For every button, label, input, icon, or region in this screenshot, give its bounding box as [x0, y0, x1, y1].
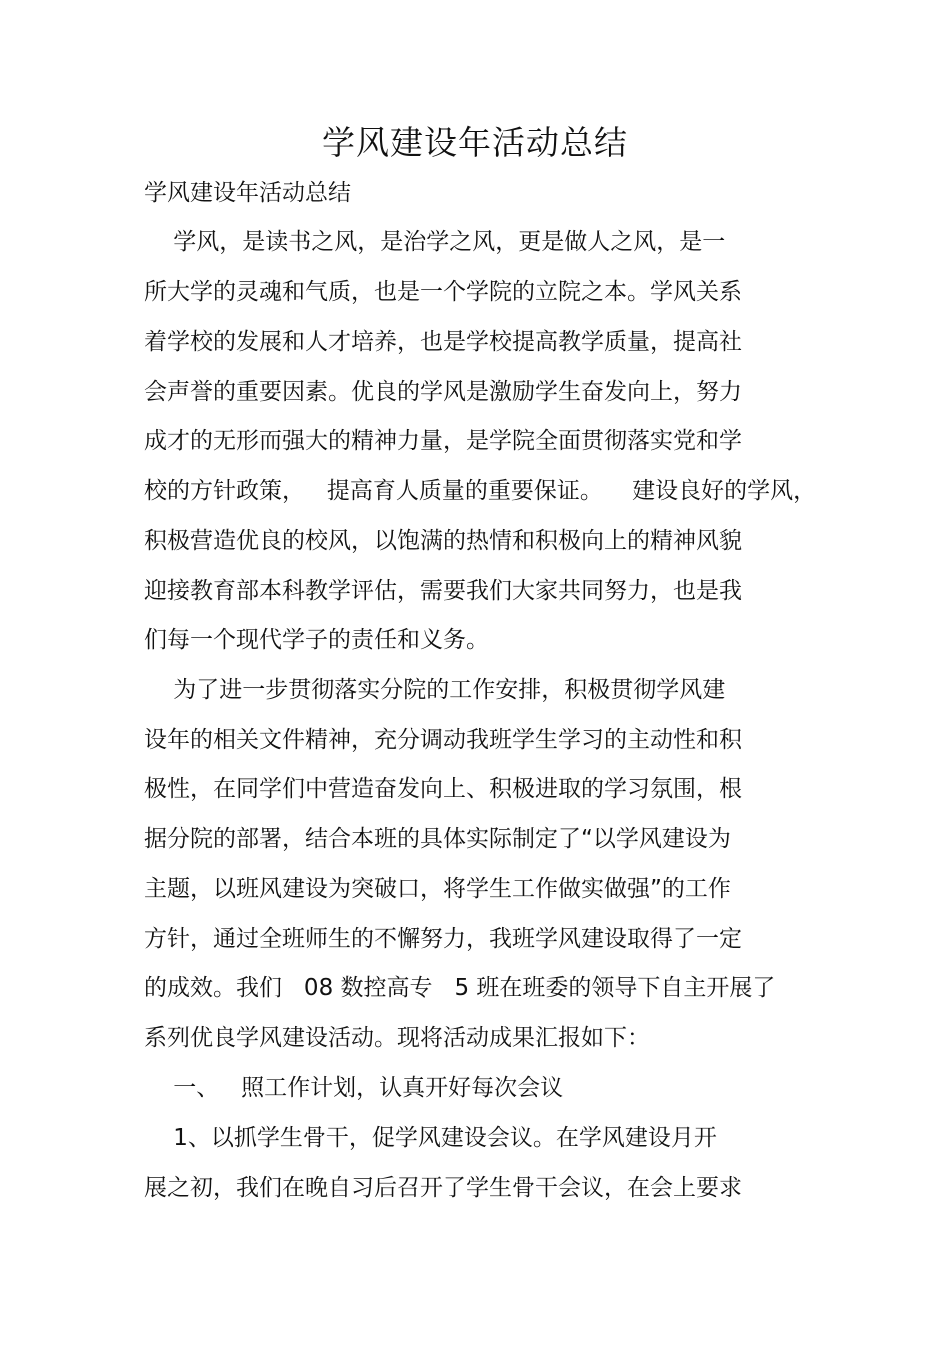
- body-line-14: 主题，以班风建设为突破口，将学生工作做实做强”的工作: [144, 876, 731, 902]
- section-heading-1: 一、 照工作计划，认真开好每次会议: [144, 1075, 564, 1101]
- body-line-8: 迎接教育部本科教学评估，需要我们大家共同努力，也是我: [144, 578, 742, 604]
- document-title: 学风建设年活动总结: [322, 123, 628, 162]
- body-line-13: 据分院的部署，结合本班的具体实际制定了“以学风建设为: [144, 826, 731, 852]
- body-line-11: 设年的相关文件精神，充分调动我班学生学习的主动性和积: [144, 727, 742, 753]
- body-line-19: 1、以抓学生骨干，促学风建设会议。在学风建设月开: [144, 1125, 717, 1151]
- body-line-16: 的成效。我们 08 数控高专 5 班在班委的领导下自主开展了: [144, 975, 776, 1001]
- body-line-20: 展之初，我们在晚自习后召开了学生骨干会议，在会上要求: [144, 1175, 742, 1201]
- body-line-12: 极性，在同学们中营造奋发向上、积极进取的学习氛围，根: [144, 776, 742, 802]
- body-line-5: 成才的无形而强大的精神力量，是学院全面贯彻落实党和学: [144, 428, 742, 454]
- body-line-4: 会声誉的重要因素。优良的学风是激励学生奋发向上，努力: [144, 379, 742, 405]
- body-line-1: 学风，是读书之风，是治学之风，更是做人之风，是一: [144, 229, 726, 255]
- subtitle-line: 学风建设年活动总结: [144, 180, 351, 206]
- body-line-6: 校的方针政策， 提高育人质量的重要保证。 建设良好的学风，: [144, 478, 817, 504]
- body-line-10: 为了进一步贯彻落实分院的工作安排，积极贯彻学风建: [144, 677, 726, 703]
- body-line-2: 所大学的灵魂和气质，也是一个学院的立院之本。学风关系: [144, 279, 742, 305]
- body-line-3: 着学校的发展和人才培养，也是学校提高教学质量，提高社: [144, 329, 742, 355]
- body-line-17: 系列优良学风建设活动。现将活动成果汇报如下：: [144, 1025, 650, 1051]
- body-line-15: 方针，通过全班师生的不懈努力，我班学风建设取得了一定: [144, 926, 742, 952]
- body-line-7: 积极营造优良的校风，以饱满的热情和积极向上的精神风貌: [144, 528, 742, 554]
- body-line-9: 们每一个现代学子的责任和义务。: [144, 627, 489, 653]
